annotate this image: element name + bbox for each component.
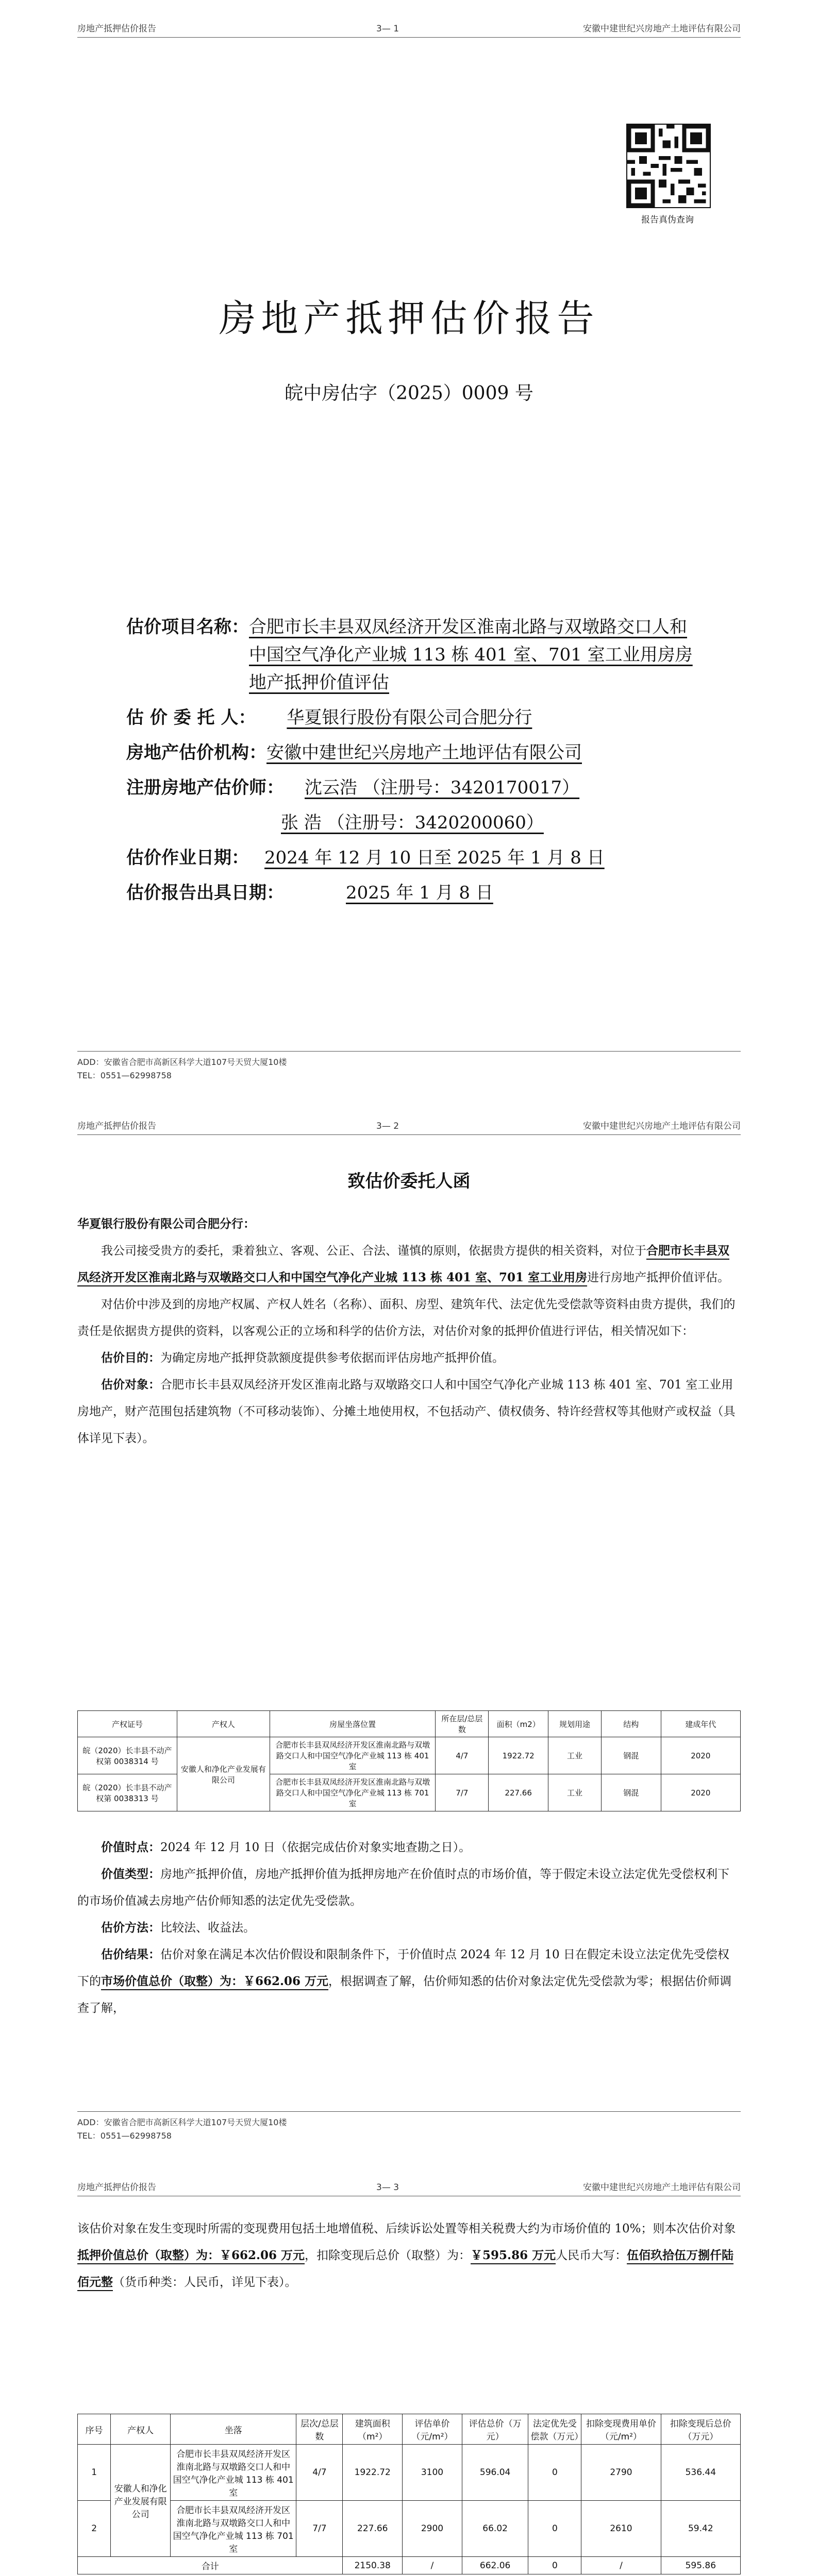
table-cell: 0 <box>528 2557 581 2574</box>
purpose-label: 估价目的： <box>101 1351 160 1365</box>
table-cell: 安徽人和净化产业发展有限公司 <box>111 2445 171 2557</box>
client-row <box>126 704 704 732</box>
table-header-cell: 规划用途 <box>548 1711 602 1737</box>
table-header-cell: 扣除变现费用单价（元/m²） <box>581 2414 661 2445</box>
page-header <box>77 2178 741 2196</box>
table-cell: 工业 <box>548 1774 602 1811</box>
table-cell: 钢混 <box>601 1774 661 1811</box>
object-label: 估价对象： <box>101 1378 160 1392</box>
table-cell: 1922.72 <box>489 1737 548 1774</box>
method-label: 估价方法： <box>101 1921 160 1935</box>
qr-code-icon[interactable] <box>626 124 711 208</box>
issue-date-value: 2025 年 1 月 8 日 <box>346 883 493 903</box>
method-text: 比较法、收益法。 <box>160 1921 255 1935</box>
table-cell: 4/7 <box>436 1737 489 1774</box>
result-text-j: （货币种类：人民币，详见下表）。 <box>113 2276 297 2289</box>
qr-caption: 报告真伪查询 <box>641 215 694 225</box>
valuetype-label: 价值类型： <box>101 1867 160 1881</box>
p1-property: 合肥市长丰县双凤经济开发区淮南北路与双墩路交口人和中国空气净化产业城 113 栋 401 室、701 室工业用房 <box>77 1244 729 1284</box>
table-header-cell: 面积（m2） <box>489 1711 548 1737</box>
table-cell: 2 <box>78 2501 111 2557</box>
letter-body <box>77 1211 741 1452</box>
method-paragraph <box>77 1914 741 1941</box>
header-left: 房地产抵押估价报告 <box>77 1121 156 1131</box>
result-mortgage-value: 抵押价值总价（取整）为：￥662.06 万元 <box>77 2248 305 2262</box>
table-cell: 2020 <box>661 1774 740 1811</box>
table-cell: 7/7 <box>296 2501 343 2557</box>
table-header-cell: 坐落 <box>171 2414 296 2445</box>
work-date-row <box>126 844 704 872</box>
table-header-cell: 评估单价（元/m²） <box>403 2414 462 2445</box>
purpose-text: 为确定房地产抵押贷款额度提供参考依据而评估房地产抵押价值。 <box>160 1351 504 1365</box>
table-header-cell: 评估总价（万元） <box>462 2414 528 2445</box>
table-row <box>78 2501 741 2557</box>
issue-date-label: 估价报告出具日期： <box>126 883 284 903</box>
header-left: 房地产抵押估价报告 <box>77 24 156 34</box>
table-cell: 1 <box>78 2445 111 2501</box>
p1-text-c: 进行房地产抵押价值评估。 <box>587 1271 730 1284</box>
table-header-row <box>78 2414 741 2445</box>
table-cell: 59.42 <box>661 2501 740 2557</box>
table-cell: 合计 <box>78 2557 343 2574</box>
letter-paragraph-2: 对估价中涉及到的房地产权属、产权人姓名（名称）、面积、房型、建筑年代、法定优先受偿款等资料由贵方提供，我们的责任是依据贵方提供的资料，以客观公正的立场和科学的估价方法，对估价对象的抵押价值进行评估，相关情况如下： <box>77 1298 736 1338</box>
letter-title: 致估价委托人函 <box>347 1171 471 1192</box>
table-cell: 钢混 <box>601 1737 661 1774</box>
appraiser-label: 注册房地产估价师： <box>126 777 284 798</box>
appraiser-1: 沈云浩 （注册号：3420170017） <box>305 777 580 798</box>
table-cell: / <box>403 2557 462 2574</box>
table-cell: / <box>581 2557 661 2574</box>
table-header-cell: 序号 <box>78 2414 111 2445</box>
table-cell: 2020 <box>661 1737 740 1774</box>
table-cell: 2610 <box>581 2501 661 2557</box>
footer-tel: TEL：0551—62998758 <box>77 1071 172 1080</box>
table-cell: 66.02 <box>462 2501 528 2557</box>
header-left: 房地产抵押估价报告 <box>77 2182 156 2193</box>
valuedate-label: 价值时点： <box>101 1840 160 1854</box>
table-cell: 2150.38 <box>343 2557 403 2574</box>
result-paragraph <box>77 1941 741 2022</box>
property-table <box>77 1710 741 1811</box>
object-text: 合肥市长丰县双凤经济开发区淮南北路与双墩路交口人和中国空气净化产业城 113 栋 401 室、701 室工业用房地产，财产范围包括建筑物（不可移动装饰）、分摊土地使用权，不包括动产、债权债务、特许经营权等其他财产或权益（具体详见下表）。 <box>77 1378 736 1445</box>
valuation-table <box>77 2414 741 2574</box>
report-title: 房地产抵押估价报告 <box>219 297 599 340</box>
table-header-cell: 产权证号 <box>78 1711 177 1737</box>
page-header <box>77 20 741 38</box>
client-label: 估 价 委 托 人： <box>126 707 256 728</box>
result-net-value-words: 伍佰玖拾伍万捌仟陆佰元整 <box>77 2248 734 2289</box>
header-right: 安徽中建世纪兴房地产土地评估有限公司 <box>583 2182 741 2193</box>
result-continued <box>77 2215 741 2296</box>
table-cell: 0 <box>528 2445 581 2501</box>
table-header-cell: 房屋坐落位置 <box>270 1711 436 1737</box>
header-right: 安徽中建世纪兴房地产土地评估有限公司 <box>583 24 741 34</box>
table-cell: 皖（2020）长丰县不动产权第 0038314 号 <box>78 1737 177 1774</box>
project-label: 估价项目名称： <box>126 617 249 637</box>
appraiser-row <box>126 774 704 802</box>
purpose-paragraph <box>77 1345 741 1371</box>
work-date-label: 估价作业日期： <box>126 848 249 868</box>
table-cell: 227.66 <box>489 1774 548 1811</box>
table-cell: 合肥市长丰县双凤经济开发区淮南北路与双墩路交口人和中国空气净化产业城 113 栋 701 室 <box>171 2501 296 2557</box>
agency-value: 安徽中建世纪兴房地产土地评估有限公司 <box>266 742 582 763</box>
table-cell: 1922.72 <box>343 2445 403 2501</box>
table-cell: 3100 <box>403 2445 462 2501</box>
issue-date-row <box>126 879 704 907</box>
table-cell: 595.86 <box>661 2557 740 2574</box>
valuedate-text: 2024 年 12 月 10 日（依据完成估价对象实地查勘之日）。 <box>160 1841 471 1854</box>
letter-paragraph-1 <box>77 1238 741 1291</box>
header-page-number: 3— 3 <box>376 2182 399 2193</box>
page-header <box>77 1117 741 1135</box>
table-cell: 2790 <box>581 2445 661 2501</box>
valuedate-paragraph <box>77 1834 741 1861</box>
letter-addressee: 华夏银行股份有限公司合肥分行： <box>77 1217 255 1231</box>
agency-row <box>126 739 704 767</box>
header-right: 安徽中建世纪兴房地产土地评估有限公司 <box>583 1121 741 1131</box>
table-cell: 536.44 <box>661 2445 740 2501</box>
table-cell: 2900 <box>403 2501 462 2557</box>
client-value: 华夏银行股份有限公司合肥分行 <box>287 707 532 728</box>
result-text-c: ，根据调查了解，估价师知悉的估价对象法定优先受偿款为零；根据估价师调查了解， <box>77 1975 732 2015</box>
letter-body-2 <box>77 1834 741 2022</box>
table-cell: 合肥市长丰县双凤经济开发区淮南北路与双墩路交口人和中国空气净化产业城 113 栋 701 室 <box>270 1774 436 1811</box>
page-footer <box>77 1051 741 1087</box>
result-net-value: ￥595.86 万元 <box>471 2248 556 2262</box>
appraiser-2: 张 浩 （注册号：3420200060） <box>281 812 544 833</box>
table-cell: 合肥市长丰县双凤经济开发区淮南北路与双墩路交口人和中国空气净化产业城 113 栋 401 室 <box>270 1737 436 1774</box>
table-cell: 227.66 <box>343 2501 403 2557</box>
agency-label: 房地产估价机构： <box>126 742 266 763</box>
header-page-number: 3— 1 <box>376 24 399 34</box>
table-cell: 安徽人和净化产业发展有限公司 <box>177 1737 270 1811</box>
table-cell: 合肥市长丰县双凤经济开发区淮南北路与双墩路交口人和中国空气净化产业城 113 栋 401 室 <box>171 2445 296 2501</box>
table-cell: 596.04 <box>462 2445 528 2501</box>
valuetype-paragraph <box>77 1861 741 1914</box>
valuetype-text: 房地产抵押价值，房地产抵押价值为抵押房地产在价值时点的市场价值，等于假定未设立法定优先受偿权利下的市场价值减去房地产估价师知悉的法定优先受偿款。 <box>77 1868 729 1908</box>
table-header-cell: 产权人 <box>111 2414 171 2445</box>
table-header-cell: 产权人 <box>177 1711 270 1737</box>
page-cover <box>0 0 818 1097</box>
table-cell: 0 <box>528 2501 581 2557</box>
table-row <box>78 1737 741 1774</box>
table-cell: 662.06 <box>462 2557 528 2574</box>
table-header-cell: 建筑面积（m²） <box>343 2414 403 2445</box>
p1-text-a: 我公司接受贵方的委托，秉着独立、客观、公正、合法、谨慎的原则，依据贵方提供的相关资料，对位于 <box>101 1244 646 1258</box>
appraiser-row-2 <box>126 809 704 837</box>
work-date-value: 2024 年 12 月 10 日至 2025 年 1 月 8 日 <box>264 848 605 868</box>
result-text-h: 人民币大写： <box>556 2249 627 2262</box>
document-number: 皖中房估字（2025）0009 号 <box>285 383 533 404</box>
table-cell: 4/7 <box>296 2445 343 2501</box>
table-cell: 皖（2020）长丰县不动产权第 0038313 号 <box>78 1774 177 1811</box>
result-label: 估价结果： <box>101 1947 160 1961</box>
footer-address: ADD：安徽省合肥市高新区科学大道107号天贸大厦10楼 <box>77 2117 287 2127</box>
result-text-d: 该估价对象在发生变现时所需的变现费用包括土地增值税、后续诉讼处置等相关税费大约为市场价值的 10%；则本次估价对象 <box>77 2222 736 2235</box>
table-header-cell: 建成年代 <box>661 1711 740 1737</box>
table-header-cell: 结构 <box>601 1711 661 1737</box>
result-market-value: 市场价值总价（取整）为：￥662.06 万元 <box>101 1974 329 1988</box>
result-text-a: 估价对象在满足本次估价假设和限制条件下，于价值时点 2024 年 12 月 10 日在假定未设立法定优先受偿权下的 <box>77 1948 729 1988</box>
footer-address: ADD：安徽省合肥市高新区科学大道107号天贸大厦10楼 <box>77 1057 287 1067</box>
table-cell: 7/7 <box>436 1774 489 1811</box>
header-page-number: 3— 2 <box>376 1121 399 1131</box>
result-text-f: ，扣除变现后总价（取整）为： <box>305 2249 471 2262</box>
page-footer <box>77 2111 741 2147</box>
table-header-cell: 所在层/总层数 <box>436 1711 489 1737</box>
table-row <box>78 2445 741 2501</box>
object-paragraph <box>77 1371 741 1452</box>
letter-body-3 <box>77 2215 741 2296</box>
table-header-cell: 法定优先受偿款（万元） <box>528 2414 581 2445</box>
table-header-cell: 层次/总层数 <box>296 2414 343 2445</box>
table-cell: 工业 <box>548 1737 602 1774</box>
table-header-row <box>78 1711 741 1737</box>
project-value: 合肥市长丰县双凤经济开发区淮南北路与双墩路交口人和中国空气净化产业城 113 栋 401 室、701 室工业用房房地产抵押价值评估 <box>249 617 693 693</box>
table-header-cell: 扣除变现后总价（万元） <box>661 2414 740 2445</box>
footer-tel: TEL：0551—62998758 <box>77 2131 172 2141</box>
cover-info <box>126 613 704 907</box>
table-total-row <box>78 2557 741 2574</box>
project-row <box>126 613 704 697</box>
